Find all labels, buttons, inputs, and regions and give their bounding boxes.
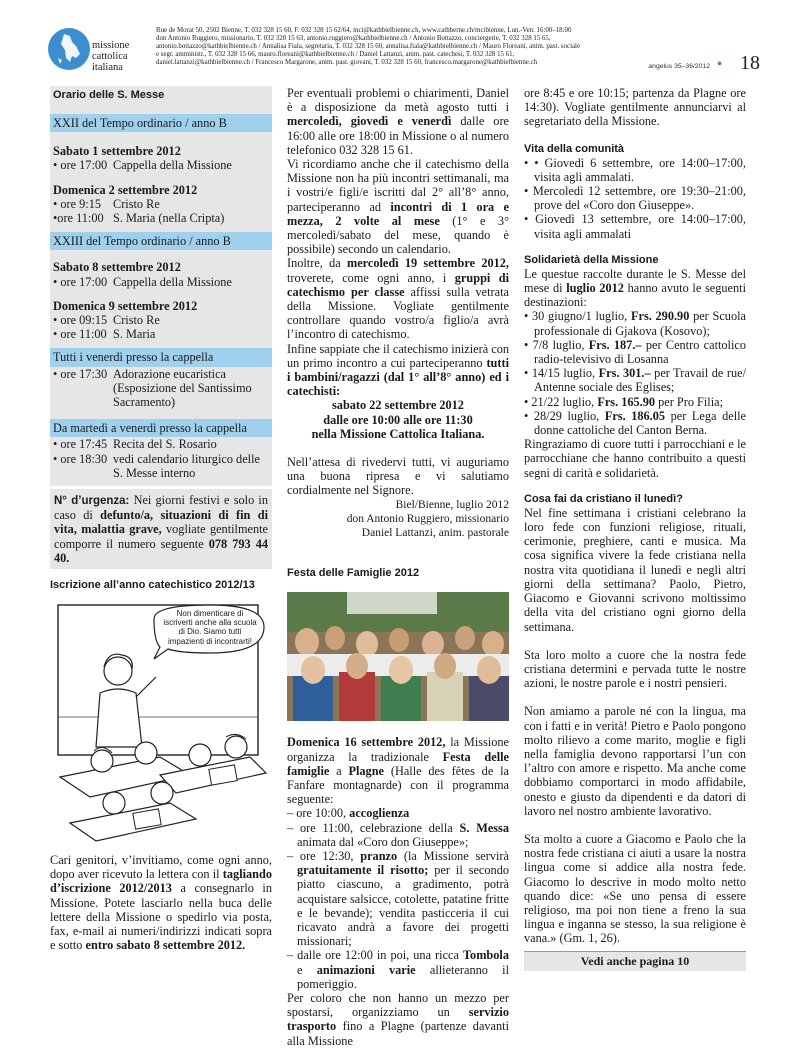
text: Per coloro che non hanno un mezzo per spostarsi, organizziamo un (287, 990, 509, 1020)
column-3 (524, 86, 746, 946)
mass-place: Cappella della Missione (113, 274, 232, 289)
genitori-bold: entro sabato 8 settembre 2012. (85, 938, 246, 953)
paragraph: Nell’attesa di rivedervi tutti, vi auguriamo una buona ripresa e vi salutiamo cordialmente nel Signore. (287, 455, 509, 498)
text: per Pro Filia; (655, 394, 724, 409)
paragraph: Ringraziamo di cuore tutti i parrocchiani e le parrocchiane che hanno contribuito a questi segni di carità e solidarietà. (524, 437, 746, 480)
text: per Travail de rue/ Antenne sociale des Eglises; (534, 366, 746, 395)
mass-place: Cristo Re (113, 313, 160, 328)
page-number: 18 (740, 52, 760, 74)
text: fino a Plagne (partenze davanti alla Missione (287, 1019, 509, 1048)
text: per Scuola professionale di Gjakova (Kosovo); (534, 309, 746, 338)
urgenza-text: vogliate gentilmente comporre il numero seguente (54, 522, 268, 551)
text: troverete, come ogni anno, i (287, 270, 455, 285)
text: affissi sulla vetrata della Missione. Vogliate gentilmente controllare quando vostro/a figlio/a avrà l’incontro di catechismo. (287, 284, 509, 342)
see-also-footer: Vedi anche pagina 10 (524, 951, 746, 971)
genitori-bold: tagliando d’iscrizione 2012/2013 (50, 867, 272, 896)
text: per Centro cattolico radio-televisivo di Losanna (534, 337, 746, 367)
mass-time: • ore 17:00 (53, 274, 108, 289)
mass-place: S. Maria (113, 327, 156, 342)
mass-time: •ore 11:00 (53, 211, 104, 226)
text: la Missione organizza la tradizionale (287, 735, 509, 764)
page-header (48, 26, 760, 81)
solidarieta-item (524, 409, 746, 437)
venerdi-title: Tutti i venerdì presso la cappella (50, 348, 272, 366)
text: • 21/22 luglio, (524, 394, 598, 409)
genitori-text: a consegnarlo in Missione. Potete lasciarlo nella buca delle lettere della Missione o spedirlo via posta, fax, e-mail ai numeri/indirizzi indicati sopra e sotto (50, 881, 272, 953)
mass-item (50, 211, 272, 225)
signature-line: don Antonio Ruggiero, missionario (346, 512, 509, 525)
event-time: dalle ore 10:00 alle ore 11:30 (323, 412, 473, 427)
contact-line: Rue de Morat 50, 2502 Bienne, T. 032 328 15 60, F. 032 328 15 62/64, mci@kathbielbienne.ch, www.cathberne.ch/mcibienne, Lun.-Ven. 16:00–18:00 (156, 27, 572, 34)
mass-item (50, 275, 272, 289)
text-bold: luglio 2012 (566, 281, 624, 296)
paragraph (287, 991, 509, 1048)
mass-place: Cappella della Missione (113, 158, 232, 173)
paragraph: Sta loro molto a cuore che la nostra fede cristiana determini e pervada tutte le nostre azioni, le nostre parole e i nostri pensieri. (524, 647, 746, 691)
dom2-title: Domenica 2 settembre 2012 (53, 182, 198, 197)
contact-line: antonio.bottazzo@kathbielbienne.ch / Annalisa Fiala, segretaria, T. 032 328 15 60, annalisa.fiala@kathbielbienne.ch / Mauro Floreani, anim. past. sociale (156, 43, 581, 51)
text: hanno avuto le seguenti destinazioni: (524, 281, 746, 310)
text: Vi ricordiamo anche che il catechismo della Missione non ha più incontri settimanali, ma i vostri/e figli/e iscritti dal 2° all’8° anno, parteciperanno ad (287, 157, 509, 214)
text-bold: accoglienza (349, 806, 410, 821)
contact-line: e segr. amministr., T. 032 328 15 66, mauro.floreani@kathbielbienne.ch / Daniel Lattanzi, anim. past. catechesi, T. 032 328 15 61, (156, 51, 515, 59)
mass-place: S. Maria (nella Cripta) (113, 211, 225, 226)
genitori-text: Cari genitori, v’invitiamo, come ogni anno, dopo aver ricevuto la lettera con il (50, 853, 272, 882)
urgenza-label: N° d’urgenza: (54, 495, 130, 508)
festa-title: Festa delle Famiglie 2012 (287, 567, 420, 580)
text: – ore 11:00, celebrazione della (287, 820, 460, 835)
text-bold: incontri di 1 ora e mezza, 2 volte al mese (287, 199, 509, 228)
text: • 28/29 luglio, (524, 408, 605, 423)
globe-icon (48, 28, 90, 70)
text-bold: gruppi di catechismo per classe (287, 270, 509, 299)
text-bold: servizio trasporto (287, 1005, 509, 1034)
urgenza-bold: defunto/a, situazioni di fin di vita, malattia grave, (54, 508, 268, 537)
paragraph (524, 832, 746, 946)
text-bold: S. Messa (459, 820, 509, 835)
text: Per eventuali problemi o chiarimenti, Daniel è a disposizione da metà agosto tutti i (287, 86, 509, 115)
paragraph (287, 735, 509, 806)
sab8-title: Sabato 8 settembre 2012 (53, 260, 181, 275)
text: a (329, 763, 349, 778)
text: per il secondo piatto ciascuno, a gradimento, potrà acquistare salsicce, cotolette, patatine fritte e le bevande); vendita pasticceria il cui ricavato andrà a favore dei progetti missionari; (297, 863, 509, 949)
paragraph (287, 256, 509, 341)
mass-time: • ore 17:30 (53, 366, 108, 381)
logo-line: missione (92, 40, 130, 51)
column-2 (287, 86, 509, 1048)
sab1-title: Sabato 1 settembre 2012 (53, 144, 181, 159)
vita-item: • Mercoledì 12 settembre, ore 19:30–21:00, prove del «Coro don Giuseppe». (524, 184, 746, 213)
solidarieta-item (524, 366, 746, 394)
amount: Frs. 165.90 (597, 394, 656, 409)
contact-info (156, 27, 716, 67)
paragraph: ore 8:45 e ore 10:15; partenza da Plagne ore 14:30). Vogliate gentilmente annunciarvi al segretariato della Missione. (524, 86, 746, 129)
mass-place: Cristo Re (113, 196, 160, 211)
text: • 14/15 luglio, (524, 366, 599, 381)
logo-line: cattolica (92, 51, 128, 62)
paragraph: Non amiamo a parole né con la lingua, ma con i fatti e in verità! Pietro e Paolo pongono molto rilievo a come marito, moglie e figli nella famiglia devono rapportarsi l’un con l’altro con amore e rispetto. Ma anche come dobbiamo comportarci in modo affidabile, onesto e giusto da dipendenti e da datori di lavoro nel nostro ambiente lavorativo. (524, 704, 746, 818)
text: – ore 12:30, (287, 848, 361, 863)
mass-time: • ore 17:45 (53, 437, 108, 452)
text-bold: Festa delle famiglie (287, 749, 509, 778)
vita-title: Vita della comunità (524, 142, 625, 155)
mass-time: • ore 9:15 (53, 196, 102, 211)
mass-item (50, 197, 272, 211)
urgenza-box (50, 489, 272, 569)
text: e (297, 962, 317, 977)
catechism-illustration (50, 597, 272, 845)
mass-item (50, 313, 272, 327)
amount: Frs. 187.– (588, 337, 642, 352)
contact-line: don Antonio Ruggiero, missionario, T. 032 328 15 63, antonio.ruggiero@kathbielbienne.ch / Antonio Bottazzo, conciergerie, T. 032 328 15 65, (156, 35, 551, 43)
text-bold: Domenica 16 settembre 2012, (287, 735, 446, 750)
text-bold: Plagne (348, 763, 385, 778)
xxiii-title: XXIII del Tempo ordinario / anno B (50, 232, 272, 250)
paragraph (287, 86, 509, 157)
amount: Frs. 290.90 (630, 309, 690, 324)
mass-time: • ore 09:15 (53, 313, 108, 328)
dom9-title: Domenica 9 settembre 2012 (53, 298, 198, 313)
solidarieta-item (524, 395, 746, 409)
text: Infine sappiate che il catechismo inizierà con un primo incontro a cui parteciperanno (287, 341, 509, 370)
cosa-title: Cosa fai da cristiano il lunedì? (524, 492, 683, 505)
solidarieta-title: Solidarietà della Missione (524, 253, 659, 266)
paragraph (287, 342, 509, 399)
iscrizione-title: Iscrizione all’anno catechistico 2012/13 (50, 579, 255, 592)
text: animata dal «Coro don Giuseppe»; (297, 834, 469, 849)
mass-time: • ore 18:30 (53, 451, 108, 466)
mass-time: • ore 11:00 (53, 327, 107, 342)
xxii-title: XXII del Tempo ordinario / anno B (50, 114, 272, 132)
mass-item (50, 158, 272, 172)
text: dalle ore 16:00 alle ore 18:00 in Missione o al numero telefonico 032 328 15 61. (287, 114, 510, 157)
mass-schedule-title: Orario delle S. Messe (53, 89, 165, 101)
logo-text (92, 40, 129, 73)
bullet-icon: • (717, 57, 722, 72)
text-bold: gratuitamente il risotto; (297, 863, 429, 878)
column-1 (50, 86, 272, 953)
mass-item (50, 367, 272, 410)
paragraph (524, 267, 746, 310)
text: per Lega delle donne cattoliche del Canton Berna. (534, 408, 746, 438)
martedi-title: Da martedì a venerdì presso la cappella (50, 419, 272, 437)
program-item (287, 948, 509, 991)
text: • 7/8 luglio, (524, 337, 589, 352)
text-bold: tutti i bambini/ragazzi (dal 1° all’8° anno) ed i catechisti: (287, 355, 509, 399)
quote: «Se uno pensa di essere religioso, ma poi non tiene a freno la sua lingua e inganna se stesso, la sua religione è vana.» (Gm. 1, 26). (524, 888, 746, 946)
contact-line: daniel.lattanzi@kathbielbienne.ch / Francesco Margarone, anim. past. giovani, T. 032 328 15 60, francesco.margarone@kathbielbienne.ch (156, 59, 538, 67)
text-bold: animazioni varie (316, 962, 416, 977)
text: (Halle des fêtes de la Fanfare montagnarde) con il programma seguente: (287, 763, 510, 807)
mass-place: vedi calendario liturgico delle S. Messe interno (113, 451, 260, 480)
text-bold: pranzo (360, 848, 398, 863)
signature-line: Daniel Lattanzi, anim. pastorale (361, 527, 509, 540)
paragraph: Nel fine settimana i cristiani celebrano la loro fede con funzioni religiose, rituali, cerimonie, preghiere, canti e musica. Ma cosa significa vivere la fede cristiana nella nostra vita quotidiana il lunedì e negli altri giorni della settimana? Paolo, Pietro, Giacomo e Giovanni scrivono moltissimo della vita del cristiano ogni giorno della settimana. (524, 505, 746, 634)
event-date: sabato 22 settembre 2012 (332, 398, 464, 413)
text: • 30 giugno/1 luglio, (524, 309, 631, 324)
issue-label: angelus 35–36/2012 (648, 63, 710, 70)
mass-schedule-box (50, 86, 272, 486)
text: Inoltre, da (287, 256, 347, 271)
program-item (287, 821, 509, 849)
text: Le questue raccolte durante le S. Messe del mese di (524, 266, 746, 296)
text: – dalle ore 12:00 in poi, una ricca (287, 948, 463, 963)
program-item (287, 849, 509, 948)
speech-bubble-text: Non dimenticare di iscriverti anche alla scuola di Dio. Siamo tutti impazienti di incontrarti! (163, 609, 257, 646)
text-bold: Tombola (462, 948, 509, 963)
paragraph (287, 157, 509, 256)
solidarieta-item (524, 309, 746, 337)
amount: Frs. 301.– (598, 366, 651, 381)
missione-logo (48, 26, 138, 81)
mass-place: Recita del S. Rosario (113, 437, 217, 452)
text-bold: mercoledì, giovedì e venerdì (287, 114, 452, 129)
urgenza-text: Nei giorni festivi e solo in caso di (54, 493, 268, 523)
logo-line: italiana (92, 62, 123, 73)
event-place: nella Missione Cattolica Italiana. (311, 426, 485, 441)
mass-item (50, 452, 272, 480)
mass-place: Adorazione eucaristica (Esposizione del Santissimo Sacramento) (113, 366, 252, 410)
amount: Frs. 186.05 (604, 408, 666, 423)
text: (1° e 3° mercoledì/sabato del mese, quando è possibile) secondo un calendario. (287, 213, 509, 257)
urgenza-phone: 078 793 44 40. (54, 536, 268, 565)
signature-line: Biel/Bienne, luglio 2012 (395, 498, 509, 511)
text: (la Missione servirà (397, 848, 509, 863)
vita-item: • Giovedì 13 settembre, ore 14:00–17:00, visita agli ammalati (524, 212, 746, 241)
vita-item: • • Giovedì 6 settembre, ore 14:00–17:00, visita agli ammalati. (524, 155, 746, 184)
text: allieteranno il pomeriggio. (297, 962, 509, 991)
genitori-paragraph (50, 853, 272, 952)
program-item (287, 806, 509, 820)
festa-photo (287, 592, 509, 721)
mass-item (50, 327, 272, 341)
text-bold: mercoledì 19 settembre 2012, (346, 256, 509, 271)
text: – ore 10:00, (287, 806, 350, 821)
mass-item (50, 437, 272, 451)
text: Sta molto a cuore a Giacomo e Paolo che la nostra fede cristiana ci aiuti a usare la nostra lingua come si addice alla nostra fede. Giacomo lo descrive in modo molto netto quando dice: (524, 831, 746, 903)
solidarieta-item (524, 338, 746, 366)
mass-time: • ore 17:00 (53, 158, 108, 173)
